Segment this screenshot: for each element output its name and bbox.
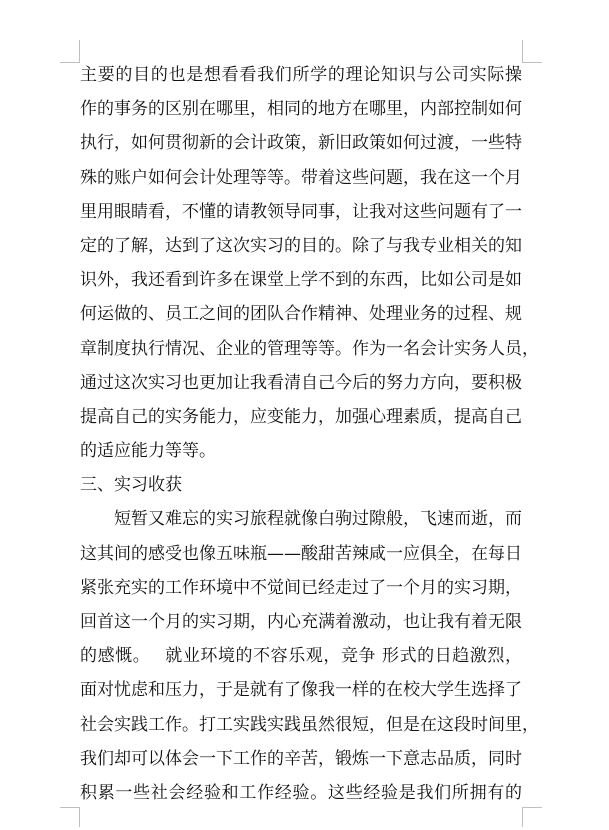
text-line: 主要的目的也是想看看我们所学的理论知识与公司实际操 — [80, 65, 522, 85]
text-line: 回首这一个月的实习期，内心充满着激动，也让我有着无限 — [80, 612, 522, 632]
corner-mark-top-left — [60, 62, 80, 63]
text-line: 我们却可以体会一下工作的辛苦，锻炼一下意志品质，同时 — [80, 748, 522, 769]
text-line: 识外，我还看到许多在课堂上学不到的东西，比如公司是如 — [80, 270, 522, 291]
text-line: 何运做的、员工之间的团队合作精神、处理业务的过程、规 — [80, 304, 522, 325]
text-line: 社会实践工作。打工实践实践虽然很短，但是在这段时间里， — [80, 714, 539, 735]
text-line: 殊的账户如何会计处理等等。带着这些问题，我在这一个月 — [80, 167, 522, 188]
corner-mark-bottom-left — [60, 807, 80, 808]
text-line: 这其间的感受也像五味瓶——酸甜苦辣咸一应俱全，在每日 — [80, 543, 522, 564]
text-line: 的适应能力等等。 — [80, 441, 216, 462]
text-line: 提高自己的实务能力，应变能力，加强心理素质，提高自己 — [80, 406, 522, 427]
text-line: 里用眼睛看，不懂的请教领导同事，让我对这些问题有了一 — [80, 201, 522, 222]
text-line: 面对忧虑和压力，于是就有了像我一样的在校大学生选择了 — [80, 680, 522, 701]
text-line: 执行，如何贯彻新的会计政策，新旧政策如何过渡，一些特 — [80, 133, 522, 154]
corner-mark-bottom-right — [522, 807, 542, 808]
document-body — [80, 58, 539, 810]
text-line: 的感慨。 就业环境的不容乐观，竞争 形式的日趋激烈， — [80, 646, 522, 667]
corner-mark-bottom-right — [522, 807, 523, 827]
text-line: 紧张充实的工作环境中不觉间已经走过了一个月的实习期， — [80, 577, 522, 598]
text-line: 积累一些社会经验和工作经验。这些经验是我们所拥有的 — [80, 782, 522, 803]
section-heading: 三、实习收获 — [80, 475, 182, 496]
text-line: 短暂又难忘的实习旅程就像白驹过隙般，飞速而逝，而 — [80, 509, 522, 530]
text-line: 通过这次实习也更加让我看清自己今后的努力方向，要积极 — [80, 372, 522, 393]
text-line: 作的事务的区别在哪里，相同的地方在哪里，内部控制如何 — [80, 99, 522, 120]
text-line: 章制度执行情况、企业的管理等等。作为一名会计实务人员， — [80, 338, 539, 359]
corner-mark-top-right — [522, 40, 523, 63]
corner-mark-top-right — [522, 62, 542, 63]
text-line: 定的了解，达到了这次实习的目的。除了与我专业相关的知 — [80, 235, 522, 256]
